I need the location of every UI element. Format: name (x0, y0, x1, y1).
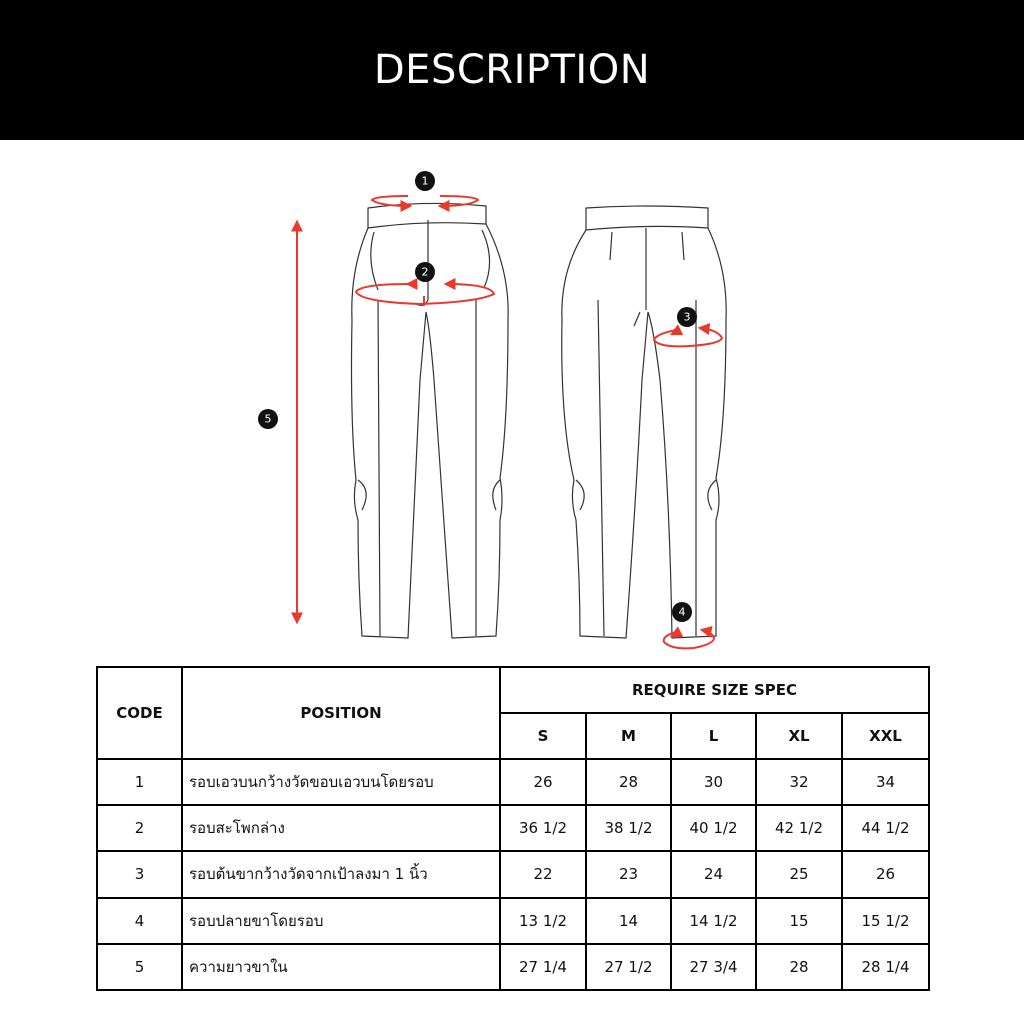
row-value-xxl: 15 1/2 (842, 898, 929, 944)
measure-waist (372, 196, 478, 206)
header-size-l: L (671, 713, 756, 759)
row-value-l: 14 1/2 (671, 898, 756, 944)
table-row (97, 851, 929, 897)
row-value-m: 27 1/2 (586, 944, 671, 990)
row-value-m: 23 (586, 851, 671, 897)
measure-hem (664, 630, 714, 648)
table-row (97, 898, 929, 944)
row-position: รอบปลายขาโดยรอบ (182, 898, 500, 944)
row-code: 5 (97, 944, 182, 990)
measure-thigh (654, 328, 722, 346)
header-position: POSITION (182, 667, 500, 759)
row-value-xxl: 26 (842, 851, 929, 897)
marker-5-label: 5 (264, 412, 272, 426)
row-code: 4 (97, 898, 182, 944)
table-row (97, 759, 929, 805)
row-code: 3 (97, 851, 182, 897)
marker-4-label: 4 (678, 605, 686, 619)
back-pants-drawing (562, 206, 726, 638)
row-value-xxl: 44 1/2 (842, 805, 929, 851)
marker-1-label: 1 (421, 174, 429, 188)
row-value-xxl: 34 (842, 759, 929, 805)
header-code: CODE (97, 667, 182, 759)
row-value-xxl: 28 1/4 (842, 944, 929, 990)
row-position: รอบต้นขากว้างวัดจากเป้าลงมา 1 นิ้ว (182, 851, 500, 897)
row-value-xl: 42 1/2 (756, 805, 842, 851)
row-value-s: 13 1/2 (500, 898, 586, 944)
pants-illustration (0, 140, 1024, 660)
row-value-xl: 32 (756, 759, 842, 805)
row-position: รอบเอวบนกว้างวัดขอบเอวบนโดยรอบ (182, 759, 500, 805)
header-size-m: M (586, 713, 671, 759)
table-row (97, 805, 929, 851)
row-value-s: 27 1/4 (500, 944, 586, 990)
header-banner (0, 0, 1024, 140)
page-title: DESCRIPTION (373, 47, 651, 93)
row-value-l: 40 1/2 (671, 805, 756, 851)
row-value-s: 26 (500, 759, 586, 805)
row-code: 2 (97, 805, 182, 851)
row-value-l: 24 (671, 851, 756, 897)
row-code: 1 (97, 759, 182, 805)
row-value-m: 14 (586, 898, 671, 944)
row-value-xl: 15 (756, 898, 842, 944)
row-value-s: 22 (500, 851, 586, 897)
table-row (97, 944, 929, 990)
row-value-l: 30 (671, 759, 756, 805)
row-position: ความยาวขาใน (182, 944, 500, 990)
row-position: รอบสะโพกล่าง (182, 805, 500, 851)
header-size-xxl: XXL (842, 713, 929, 759)
row-value-xl: 28 (756, 944, 842, 990)
row-value-s: 36 1/2 (500, 805, 586, 851)
row-value-xl: 25 (756, 851, 842, 897)
row-value-m: 38 1/2 (586, 805, 671, 851)
header-size-xl: XL (756, 713, 842, 759)
row-value-l: 27 3/4 (671, 944, 756, 990)
size-spec-table (96, 666, 930, 991)
marker-3-label: 3 (683, 310, 691, 324)
header-size-s: S (500, 713, 586, 759)
row-value-m: 28 (586, 759, 671, 805)
header-require-size-spec: REQUIRE SIZE SPEC (500, 667, 929, 713)
marker-2-label: 2 (421, 265, 429, 279)
